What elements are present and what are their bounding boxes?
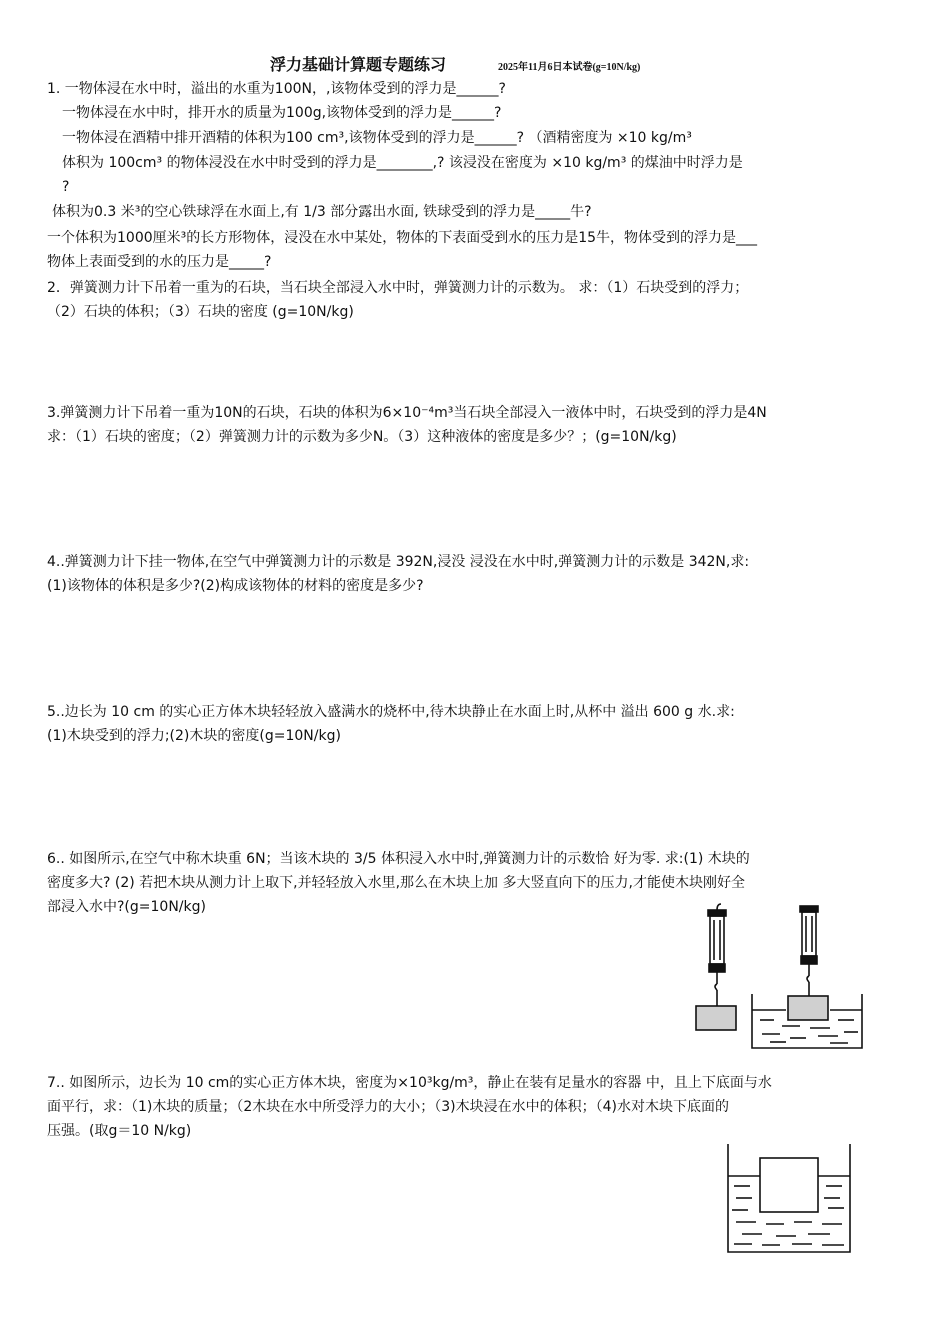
spring-scale-left-body — [710, 916, 724, 964]
floating-block-figure — [722, 1140, 854, 1256]
question-1-line: 一物体浸在水中时，排开水的质量为100g,该物体受到的浮力是______? — [62, 105, 502, 121]
question-5 — [47, 700, 907, 748]
question-6-line: 密度多大? (2) 若把木块从测力计上取下,并轻轻放入水里,那么在木块上加 多大竖直向下的压力,才能使木块刚好全 — [47, 875, 745, 891]
question-3-line: 求：（1）石块的密度；（2）弹簧测力计的示数为多少N。（3）这种液体的密度是多少？；(g=10N/kg) — [47, 429, 677, 445]
spring-scale-right-body — [802, 912, 816, 956]
question-7-line: 面平行，求：（1)木块的质量；（2木块在水中所受浮力的大小；（3)木块浸在水中的体积；（4)水对木块下底面的 — [47, 1099, 730, 1115]
page-subtitle: 2025年11月6日本试卷(g=10N/kg) — [498, 62, 641, 73]
question-1-line: 一物体浸在酒精中排开酒精的体积为100 cm³,该物体受到的浮力是______? （酒精密度为 ×10 kg/m³ — [62, 130, 692, 146]
question-1-line: 体积为 100cm³ 的物体浸没在水中时受到的浮力是________,? 该浸没在密度为 ×10 kg/m³ 的煤油中时浮力是 — [62, 155, 743, 171]
question-1-line: 体积为0.3 米³的空心铁球浮在水面上,有 1/3 部分露出水面, 铁球受到的浮力是_____牛? — [52, 204, 592, 220]
question-1-line: 物体上表面受到的水的压力是_____? — [47, 254, 272, 270]
question-5-line: 5..边长为 10 cm 的实心正方体木块轻轻放入盛满水的烧杯中,待木块静止在水面上时,从杯中 溢出 600 g 水.求: — [47, 704, 735, 720]
question-2-line: （2）石块的体积；（3）石块的密度 (g=10N/kg) — [47, 304, 354, 320]
question-2-line: 2．弹簧测力计下吊着一重为的石块，当石块全部浸入水中时，弹簧测力计的示数为。 求：（1）石块受到的浮力； — [47, 280, 749, 296]
question-2 — [47, 276, 907, 324]
question-7-line: 7.. 如图所示，边长为 10 cm的实心正方体木块，密度为×10³kg/m³，静止在装有足量水的容器 中，且上下底面与水 — [47, 1075, 772, 1091]
question-4 — [47, 550, 907, 598]
question-1-line: 1. 一物体浸在水中时，溢出的水重为100N，,该物体受到的浮力是______? — [47, 81, 506, 97]
spring-scale-figure — [690, 902, 870, 1052]
question-3 — [47, 401, 907, 449]
question-5-line: (1)木块受到的浮力;(2)木块的密度(g=10N/kg) — [47, 728, 341, 744]
question-1-line: ? — [62, 179, 70, 195]
question-1-line: 一个体积为1000厘米³的长方形物体，浸没在水中某处，物体的下表面受到水的压力是15牛，物体受到的浮力是___ — [47, 230, 758, 246]
question-3-line: 3.弹簧测力计下吊着一重为10N的石块，石块的体积为6×10⁻⁴m³当石块全部浸入一液体中时，石块受到的浮力是4N — [47, 405, 767, 421]
question-7-line: 压强。(取g＝10 N/kg) — [47, 1123, 192, 1139]
page-title: 浮力基础计算题专题练习 — [270, 55, 447, 74]
question-4-line: 4..弹簧测力计下挂一物体,在空气中弹簧测力计的示数是 392N,浸没 浸没在水中时,弹簧测力计的示数是 342N,求: — [47, 554, 750, 570]
question-4-line: (1)该物体的体积是多少?(2)构成该物体的材料的密度是多少? — [47, 578, 424, 594]
wood-block-left — [696, 1006, 736, 1030]
question-6-line: 部浸入水中?(g=10N/kg) — [47, 899, 206, 915]
question-7 — [47, 1071, 907, 1143]
question-6-line: 6.. 如图所示,在空气中称木块重 6N；当该木块的 3/5 体积浸入水中时,弹簧测力计的示数恰 好为零. 求:(1) 木块的 — [47, 851, 750, 867]
wood-block-right — [788, 996, 828, 1020]
wood-cube — [760, 1158, 818, 1212]
